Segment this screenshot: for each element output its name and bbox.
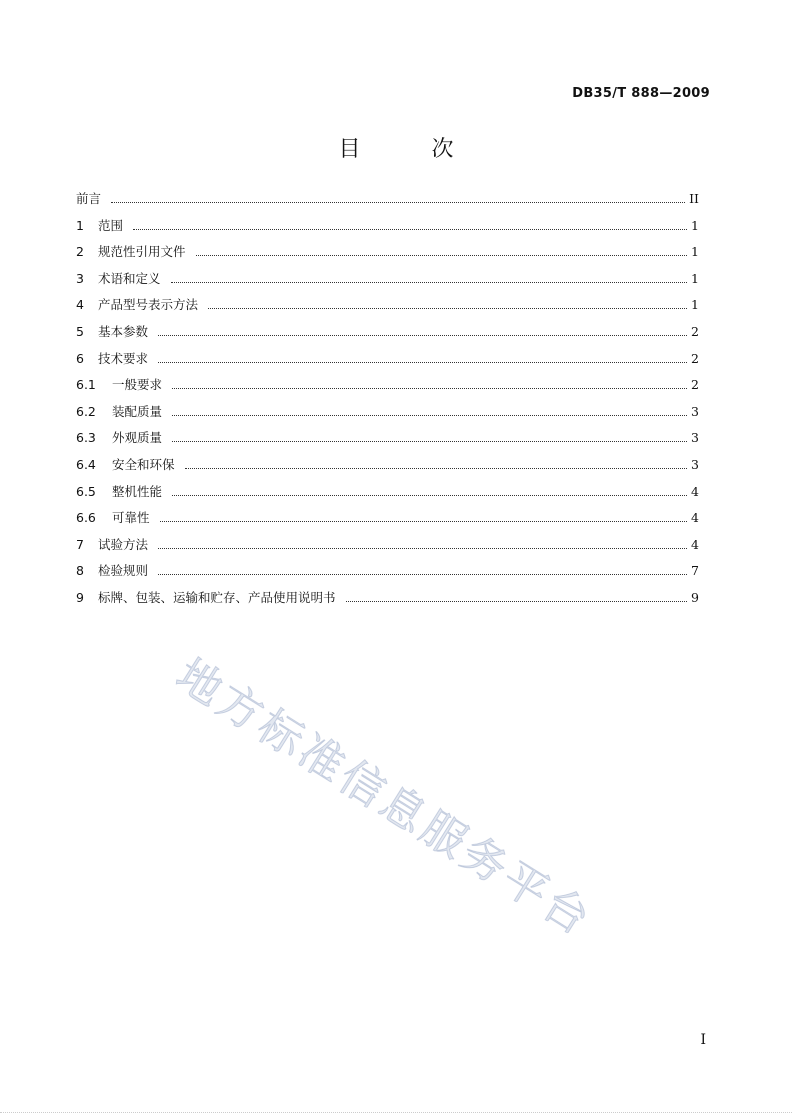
toc-entry[interactable] [76, 269, 699, 296]
toc-entry-title: 产品型号表示方法 [98, 297, 199, 313]
toc-leader-dots [158, 574, 687, 575]
toc-leader-dots [208, 308, 687, 309]
toc-entry-number: 8 [76, 563, 84, 579]
page-number: I [700, 1032, 706, 1048]
toc-entry[interactable] [76, 535, 699, 562]
toc-entry-title: 范围 [98, 217, 124, 233]
toc-entry-number: 1 [76, 217, 84, 233]
toc-entry-title: 术语和定义 [98, 270, 161, 286]
toc-leader-dots [158, 362, 687, 363]
toc-entry-page: 4 [691, 536, 699, 552]
page-bottom-edge [0, 1112, 792, 1113]
toc-entry[interactable] [76, 189, 699, 216]
toc-leader-dots [158, 335, 687, 336]
toc-entry-page: II [689, 191, 699, 206]
toc-entry-title: 安全和环保 [112, 456, 175, 472]
toc-entry-number: 4 [76, 297, 84, 313]
toc-entry-number: 6.2 [76, 403, 96, 419]
title-left-char: 目 [338, 137, 361, 162]
toc-entry-number: 6.6 [76, 510, 96, 526]
toc-leader-dots [346, 601, 688, 602]
toc-entry-page: 1 [691, 297, 699, 313]
page-title [0, 132, 792, 163]
toc-leader-dots [133, 229, 687, 230]
toc-entry-title: 检验规则 [98, 563, 149, 579]
toc-entry-page: 2 [691, 350, 699, 366]
toc-entry-number: 6.4 [76, 456, 96, 472]
toc-leader-dots [171, 282, 688, 283]
toc-entry[interactable] [76, 295, 699, 322]
toc-entry[interactable] [76, 508, 699, 535]
toc-entry-number: 3 [76, 270, 84, 286]
toc-entry-page: 1 [691, 270, 699, 286]
toc-entry-page: 2 [691, 377, 699, 393]
toc-entry-title: 装配质量 [112, 403, 163, 419]
toc-entry-page: 9 [691, 589, 699, 605]
toc-entry[interactable] [76, 349, 699, 376]
toc-entry[interactable] [76, 561, 699, 588]
toc-entry-page: 7 [691, 563, 699, 579]
toc-entry-title: 试验方法 [98, 536, 149, 552]
toc-leader-dots [172, 441, 687, 442]
toc-entry-page: 3 [691, 456, 699, 472]
toc-entry[interactable] [76, 588, 699, 615]
toc-entry-page: 3 [691, 430, 699, 446]
toc-entry-page: 1 [691, 244, 699, 260]
toc-entry-title: 规范性引用文件 [98, 244, 186, 260]
toc-leader-dots [196, 255, 688, 256]
toc-entry-title: 整机性能 [112, 483, 163, 499]
toc-entry-page: 2 [691, 323, 699, 339]
toc-entry-number: 2 [76, 244, 84, 260]
toc-entry-page: 3 [691, 403, 699, 419]
toc-entry-number: 7 [76, 536, 84, 552]
toc-entry-title: 技术要求 [98, 350, 149, 366]
toc-entry-title: 外观质量 [112, 430, 163, 446]
toc-entry-page: 4 [691, 510, 699, 526]
table-of-contents [76, 189, 699, 615]
toc-leader-dots [185, 468, 688, 469]
toc-entry-number: 6.5 [76, 483, 96, 499]
toc-entry-number: 6.1 [76, 377, 96, 393]
toc-leader-dots [111, 202, 685, 203]
toc-entry-number: 6.3 [76, 430, 96, 446]
toc-entry-title: 前言 [76, 191, 102, 206]
toc-leader-dots [158, 548, 687, 549]
toc-entry[interactable] [76, 482, 699, 509]
toc-leader-dots [160, 521, 688, 522]
toc-entry-number: 9 [76, 589, 84, 605]
toc-entry[interactable] [76, 402, 699, 429]
toc-entry[interactable] [76, 216, 699, 243]
document-code: DB35/T 888—2009 [572, 86, 710, 101]
toc-entry[interactable] [76, 375, 699, 402]
toc-entry-number: 5 [76, 323, 84, 339]
toc-leader-dots [172, 388, 687, 389]
title-right-char: 次 [431, 137, 454, 162]
watermark-text: 地方标准信息服务平台 [167, 649, 602, 947]
toc-entry[interactable] [76, 428, 699, 455]
toc-entry-title: 可靠性 [112, 510, 150, 526]
toc-entry-title: 标牌、包装、运输和贮存、产品使用说明书 [98, 589, 336, 605]
toc-leader-dots [172, 415, 687, 416]
toc-entry-title: 一般要求 [112, 377, 163, 393]
toc-entry-page: 1 [691, 217, 699, 233]
toc-entry-page: 4 [691, 483, 699, 499]
toc-entry-title: 基本参数 [98, 323, 149, 339]
toc-entry[interactable] [76, 322, 699, 349]
toc-entry[interactable] [76, 455, 699, 482]
toc-entry[interactable] [76, 242, 699, 269]
toc-leader-dots [172, 495, 687, 496]
toc-entry-number: 6 [76, 350, 84, 366]
